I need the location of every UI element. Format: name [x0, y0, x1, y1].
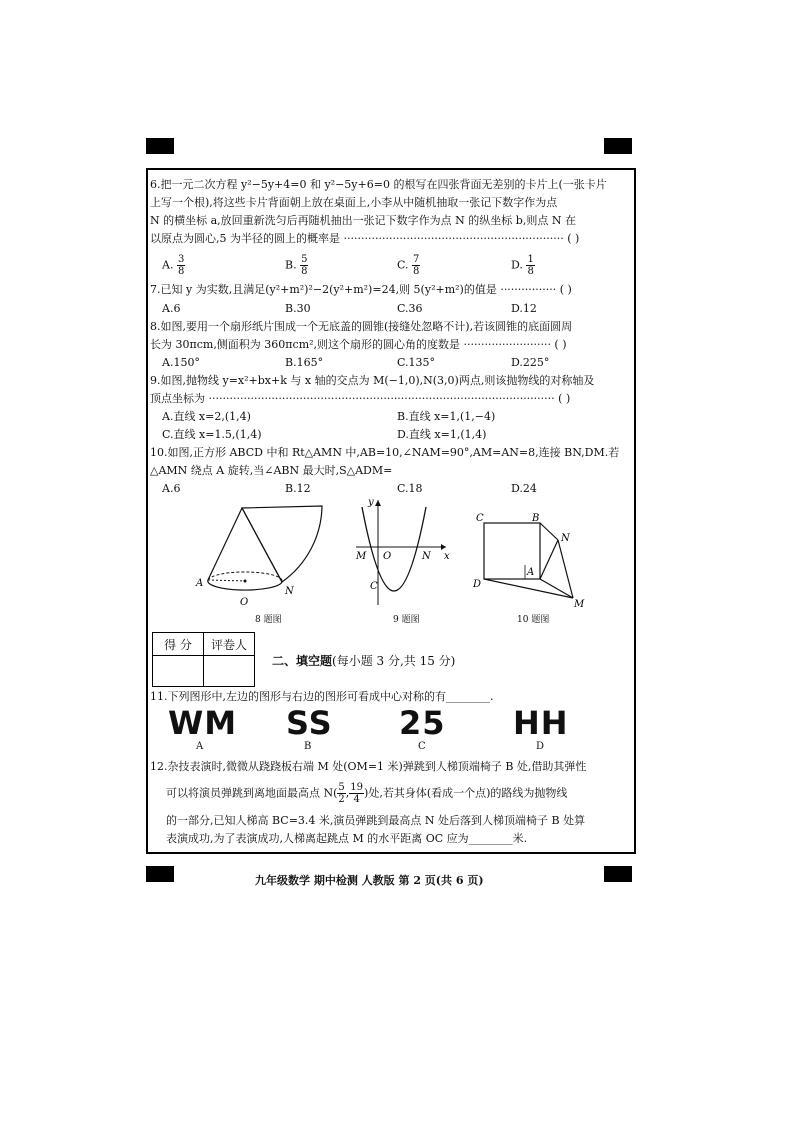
q6-option-b-label: B.: [285, 258, 297, 272]
q8-option-c: C.135°: [397, 356, 436, 369]
fig10-label-m: M: [574, 599, 585, 610]
fraction-numerator: 5: [301, 254, 308, 265]
fig8-label-o: O: [240, 597, 249, 608]
fraction-denominator: 8: [177, 266, 185, 277]
score-table: [152, 632, 255, 687]
figure-9-caption: 9 题图: [393, 615, 420, 625]
fraction-numerator: 5: [338, 782, 345, 793]
q7-option-d: D.12: [511, 302, 537, 315]
q9-line2: 顶点坐标为 ··································································································· ( ): [150, 392, 571, 405]
fraction-denominator: 8: [301, 266, 308, 277]
q6-line3: N 的横坐标 a,放回重新洗匀后再随机抽出一张记下数字作为点 N 的纵坐标 b,则点 N 在: [150, 214, 576, 227]
q7-option-a: A.6: [162, 302, 181, 315]
registration-mark-top-right: [604, 138, 632, 154]
q6-option-d: [511, 254, 535, 277]
q10-option-d: D.24: [511, 482, 537, 495]
q6-option-a: [162, 254, 185, 277]
q9-option-b: B.直线 x=1,(1,−4): [397, 410, 496, 423]
q6-line4: 以原点为圆心,5 为半径的圆上的概率是 ······························································· ( ): [150, 232, 580, 245]
q8-line1: 8.如图,要用一个扇形纸片围成一个无底盖的圆锥(接缝处忽略不计),若该圆锥的底面圆周: [150, 320, 573, 333]
figure-8-cone-diagram: [190, 500, 335, 610]
section-2-note: (每小题 3 分,共 15 分): [332, 654, 456, 668]
figure-10-square-triangle-diagram: [470, 505, 595, 610]
q12-fraction-x: [337, 782, 345, 805]
q9-option-a: A.直线 x=2,(1,4): [162, 410, 251, 423]
q11-label-b: B: [304, 741, 312, 752]
q7-option-c: C.36: [397, 302, 423, 315]
fig9-label-o: O: [383, 551, 392, 562]
q10-option-c: C.18: [397, 482, 423, 495]
q10-option-b: B.12: [285, 482, 311, 495]
fig9-label-c: C: [370, 581, 378, 592]
q11-label-c: C: [418, 741, 426, 752]
score-table-header-score: 得 分: [153, 633, 204, 656]
q6-option-c: [397, 254, 420, 277]
fig10-label-b: B: [532, 513, 540, 524]
registration-mark-bottom-right: [604, 866, 632, 882]
q6-option-d-label: D.: [511, 258, 523, 272]
q12-line2: 可以将演员弹跳到离地面最高点 N( $\frac{5}{2}$ , $\frac{19}{4}$ )处,若其身体(看成一个点)的路线为抛物线: [166, 782, 568, 805]
fraction-denominator: 8: [527, 266, 534, 277]
fig9-label-n: N: [422, 551, 431, 562]
q11-label-d: D: [536, 741, 545, 752]
q8-line2: 长为 30πcm,侧面积为 360πcm²,则这个扇形的圆心角的度数是 ························· ( ): [150, 338, 567, 351]
section-2-heading: [272, 652, 455, 669]
q10-option-a: A.6: [162, 482, 181, 495]
fig9-label-x: x: [444, 551, 450, 562]
q6-line1: 6.把一元二次方程 y²−5y+4=0 和 y²−5y+6=0 的根写在四张背面无差别的卡片上(一张卡片: [150, 178, 607, 191]
registration-mark-bottom-left: [146, 866, 174, 882]
q6-option-a-label: A.: [162, 258, 174, 272]
registration-mark-top-left: [146, 138, 174, 154]
q6-option-c-label: C.: [397, 258, 409, 272]
q8-option-a: A.150°: [162, 356, 200, 369]
q6-option-b-fraction: [300, 254, 308, 277]
score-table-score-cell[interactable]: [153, 656, 204, 687]
fig10-label-n: N: [561, 533, 570, 544]
q12-line3: 的一部分,已知人梯高 BC=3.4 米,演员弹跳到最高点 N 处后落到人梯顶端椅子 B 处算: [166, 814, 586, 827]
q7-option-b: B.30: [285, 302, 311, 315]
q6-line2: 上写一个根),将这些卡片背面朝上放在桌面上,小李从中随机抽取一张记下数字作为点: [150, 196, 558, 209]
fig9-label-m: M: [356, 551, 367, 562]
score-table-grader-cell[interactable]: [204, 656, 255, 687]
q6-option-c-fraction: [412, 254, 420, 277]
fig9-label-y: y: [368, 497, 374, 508]
q9-line1: 9.如图,抛物线 y=x²+bx+k 与 x 轴的交点为 M(−1,0),N(3,0)两点,则该抛物线的对称轴及: [150, 374, 595, 387]
fraction-numerator: 7: [413, 254, 420, 265]
q11-glyph-b: SS: [286, 704, 333, 742]
fig10-label-d: D: [473, 579, 482, 590]
fraction-denominator: 2: [338, 794, 345, 805]
q8-option-b: B.165°: [285, 356, 324, 369]
fraction-denominator: 4: [353, 794, 360, 805]
q8-option-d: D.225°: [511, 356, 550, 369]
fraction-numerator: 3: [177, 254, 185, 265]
q11-glyph-d: HH: [513, 704, 569, 742]
q6-option-a-fraction: [177, 254, 185, 277]
q12-line2-start: 可以将演员弹跳到离地面最高点 N(: [166, 786, 338, 800]
q6-option-d-fraction: [526, 254, 534, 277]
q7-line1: 7.已知 y 为实数,且满足(y²+m²)²−2(y²+m²)=24,则 5(y²+m²)的值是 ················ ( ): [150, 283, 572, 296]
q11-glyph-c: 25: [399, 704, 446, 742]
q9-option-c: C.直线 x=1.5,(1,4): [162, 428, 262, 441]
q10-line1: 10.如图,正方形 ABCD 中和 Rt△AMN 中,AB=10,∠NAM=90°,AM=AN=8,连接 BN,DM.若: [150, 446, 620, 459]
fig8-label-n: N: [285, 586, 294, 597]
q12-line1: 12.杂技表演时,微微从跷跷板右端 M 处(OM=1 米)弹跳到人梯顶端椅子 B 处,借助其弹性: [150, 760, 587, 773]
q11-glyph-a: WM: [168, 704, 238, 742]
fraction-numerator: 19: [350, 782, 364, 793]
page-footer: 九年级数学 期中检测 人教版 第 2 页(共 6 页): [255, 874, 484, 887]
q11-label-a: A: [196, 741, 204, 752]
q6-option-b: [285, 254, 308, 277]
figure-10-caption: 10 题图: [517, 615, 550, 625]
fig8-label-a: A: [196, 578, 204, 589]
fraction-numerator: 1: [527, 254, 534, 265]
fig10-label-c: C: [476, 513, 484, 524]
q11-text: 11.下列图形中,左边的图形与右边的图形可看成中心对称的有________.: [150, 690, 494, 703]
figure-8-caption: 8 题图: [255, 615, 282, 625]
q12-line2-end: )处,若其身体(看成一个点)的路线为抛物线: [364, 786, 568, 800]
q12-line4: 表演成功,为了表演成功,人梯离起跳点 M 的水平距离 OC 应为________米.: [166, 832, 528, 845]
q9-option-d: D.直线 x=1,(1,4): [397, 428, 487, 441]
q12-fraction-y: [349, 782, 364, 805]
fraction-denominator: 8: [413, 266, 420, 277]
figure-9-parabola-diagram: [348, 495, 458, 610]
score-table-header-grader: 评卷人: [204, 633, 255, 656]
q10-line2: △AMN 绕点 A 旋转,当∠ABN 最大时,S△ADM=: [150, 464, 393, 477]
fig10-label-a: A: [527, 567, 535, 578]
section-2-title: 二、填空题: [272, 654, 333, 668]
